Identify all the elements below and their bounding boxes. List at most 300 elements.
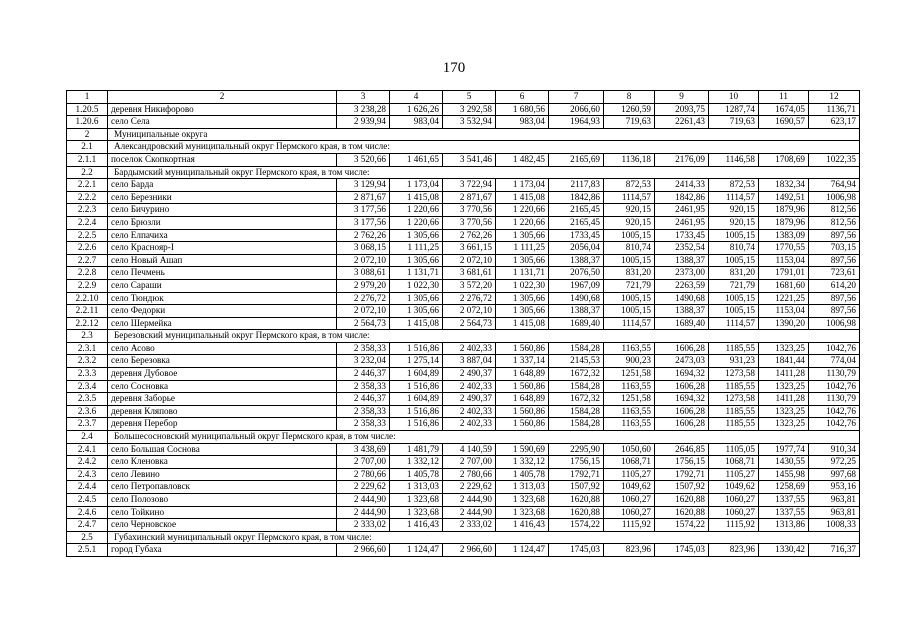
- value-cell: 1430,55: [759, 456, 809, 469]
- value-cell: 900,23: [604, 355, 655, 368]
- table-row: [67, 216, 860, 229]
- value-cell: 1337,55: [759, 506, 809, 519]
- value-cell: 1323,25: [759, 405, 809, 418]
- settlement-name: деревня Дубовое: [108, 368, 337, 381]
- value-cell: 3 438,69: [337, 443, 390, 456]
- value-cell: 1115,92: [709, 519, 759, 532]
- value-cell: 1105,27: [709, 468, 759, 481]
- value-cell: 1 516,86: [390, 418, 443, 431]
- value-cell: 1323,25: [759, 380, 809, 393]
- value-cell: 1185,55: [709, 342, 759, 355]
- value-cell: 1507,92: [655, 481, 709, 494]
- settlement-name: село Сараши: [108, 279, 337, 292]
- section-title: Муниципальные округа: [108, 128, 860, 141]
- value-cell: 1049,62: [709, 481, 759, 494]
- value-cell: 1 516,86: [390, 405, 443, 418]
- value-cell: 3 722,94: [443, 179, 496, 192]
- row-code: 2.4.5: [67, 494, 108, 507]
- value-cell: 2 072,10: [443, 254, 496, 267]
- value-cell: 920,15: [604, 216, 655, 229]
- table-row: [67, 380, 860, 393]
- settlement-name: село Шермейка: [108, 317, 337, 330]
- value-cell: 2 780,66: [443, 468, 496, 481]
- value-cell: 1689,40: [655, 317, 709, 330]
- header-cell: 11: [759, 91, 809, 104]
- value-cell: 963,81: [809, 506, 860, 519]
- value-cell: 897,56: [809, 229, 860, 242]
- settlement-name: село Черновское: [108, 519, 337, 532]
- value-cell: 1 305,66: [496, 292, 549, 305]
- row-code: 2.2.10: [67, 292, 108, 305]
- section-title: Бардымский муниципальный округ Пермского края, в том числе:: [108, 166, 860, 179]
- settlement-name: деревня Никифорово: [108, 103, 337, 116]
- table-row: [67, 468, 860, 481]
- value-cell: 3 532,94: [443, 116, 496, 129]
- value-cell: 1388,37: [655, 254, 709, 267]
- value-cell: 774,04: [809, 355, 860, 368]
- header-cell: 2: [108, 91, 337, 104]
- value-cell: 1756,15: [655, 456, 709, 469]
- value-cell: 1584,28: [549, 405, 604, 418]
- tariff-table: [66, 90, 860, 557]
- value-cell: 1 590,69: [496, 443, 549, 456]
- value-cell: 1 415,08: [496, 191, 549, 204]
- row-code: 2: [67, 128, 108, 141]
- settlement-name: село Кленовка: [108, 456, 337, 469]
- value-cell: 3 541,46: [443, 153, 496, 166]
- table-row: [67, 153, 860, 166]
- value-cell: 1606,28: [655, 342, 709, 355]
- value-cell: 1690,57: [759, 116, 809, 129]
- row-code: 2.3.2: [67, 355, 108, 368]
- value-cell: 2 333,02: [337, 519, 390, 532]
- value-cell: 1574,22: [549, 519, 604, 532]
- value-cell: 1 173,04: [496, 179, 549, 192]
- value-cell: 2 358,33: [337, 342, 390, 355]
- value-cell: 872,53: [604, 179, 655, 192]
- table-row: [67, 544, 860, 557]
- value-cell: 1114,57: [709, 317, 759, 330]
- value-cell: 1005,15: [709, 229, 759, 242]
- value-cell: 1 305,66: [390, 254, 443, 267]
- table-row: [67, 292, 860, 305]
- value-cell: 1105,05: [709, 443, 759, 456]
- value-cell: 2414,33: [655, 179, 709, 192]
- value-cell: 1492,51: [759, 191, 809, 204]
- value-cell: 2 966,60: [337, 544, 390, 557]
- value-cell: 1115,92: [604, 519, 655, 532]
- header-cell: 1: [67, 91, 108, 104]
- value-cell: 1 626,26: [390, 103, 443, 116]
- value-cell: 1842,86: [549, 191, 604, 204]
- value-cell: 1411,28: [759, 393, 809, 406]
- section-title: Березовский муниципальный округ Пермского края, в том числе:: [108, 330, 860, 343]
- value-cell: 3 177,56: [337, 216, 390, 229]
- value-cell: 1 416,43: [390, 519, 443, 532]
- value-cell: 2165,69: [549, 153, 604, 166]
- value-cell: 920,15: [709, 204, 759, 217]
- value-cell: 1258,69: [759, 481, 809, 494]
- value-cell: 1841,44: [759, 355, 809, 368]
- value-cell: 1 305,66: [390, 305, 443, 318]
- section-row: [67, 431, 860, 444]
- value-cell: 1050,60: [604, 443, 655, 456]
- header-cell: 3: [337, 91, 390, 104]
- value-cell: 2165,45: [549, 204, 604, 217]
- value-cell: 1 124,47: [390, 544, 443, 557]
- section-title: Большесосновский муниципальный округ Пермского края, в том числе:: [108, 431, 860, 444]
- header-cell: 7: [549, 91, 604, 104]
- value-cell: 1879,96: [759, 204, 809, 217]
- value-cell: 1 405,78: [496, 468, 549, 481]
- row-code: 2.2: [67, 166, 108, 179]
- value-cell: 1042,76: [809, 418, 860, 431]
- value-cell: 2 707,00: [337, 456, 390, 469]
- section-title: Губахинский муниципальный округ Пермского края, в том числе:: [108, 531, 860, 544]
- row-code: 2.4.7: [67, 519, 108, 532]
- value-cell: 1060,27: [604, 506, 655, 519]
- header-cell: 6: [496, 91, 549, 104]
- value-cell: 2461,95: [655, 216, 709, 229]
- value-cell: 1 415,08: [496, 317, 549, 330]
- value-cell: 1694,32: [655, 393, 709, 406]
- value-cell: 3 661,15: [443, 242, 496, 255]
- row-code: 2.3.1: [67, 342, 108, 355]
- value-cell: 1273,58: [709, 368, 759, 381]
- value-cell: 3 572,20: [443, 279, 496, 292]
- value-cell: 1060,27: [709, 494, 759, 507]
- settlement-name: село Федорки: [108, 305, 337, 318]
- value-cell: 931,23: [709, 355, 759, 368]
- value-cell: 2 564,73: [337, 317, 390, 330]
- value-cell: 1 323,68: [390, 506, 443, 519]
- row-code: 2.2.7: [67, 254, 108, 267]
- settlement-name: деревня Заборье: [108, 393, 337, 406]
- row-code: 2.4.1: [67, 443, 108, 456]
- value-cell: 1879,96: [759, 216, 809, 229]
- value-cell: 3 887,04: [443, 355, 496, 368]
- settlement-name: село Сосновка: [108, 380, 337, 393]
- header-cell: 4: [390, 91, 443, 104]
- value-cell: 1042,76: [809, 405, 860, 418]
- settlement-name: село Елпачиха: [108, 229, 337, 242]
- row-code: 1.20.5: [67, 103, 108, 116]
- value-cell: 812,56: [809, 216, 860, 229]
- table-row: [67, 405, 860, 418]
- settlement-name: село Полозово: [108, 494, 337, 507]
- value-cell: 2 444,90: [337, 506, 390, 519]
- section-row: [67, 330, 860, 343]
- value-cell: 1 415,08: [390, 191, 443, 204]
- value-cell: 1 482,45: [496, 153, 549, 166]
- value-cell: 2 229,62: [337, 481, 390, 494]
- table-row: [67, 418, 860, 431]
- value-cell: 1136,71: [809, 103, 860, 116]
- value-cell: 1 560,86: [496, 342, 549, 355]
- value-cell: 2 871,67: [337, 191, 390, 204]
- value-cell: 716,37: [809, 544, 860, 557]
- table-row: [67, 342, 860, 355]
- value-cell: 1146,58: [709, 153, 759, 166]
- value-cell: 1163,55: [604, 405, 655, 418]
- value-cell: 1977,74: [759, 443, 809, 456]
- value-cell: 963,81: [809, 494, 860, 507]
- header-cell: 10: [709, 91, 759, 104]
- settlement-name: село Тойкино: [108, 506, 337, 519]
- row-code: 2.3.6: [67, 405, 108, 418]
- value-cell: 1 405,78: [390, 468, 443, 481]
- value-cell: 2295,90: [549, 443, 604, 456]
- value-cell: 1 415,08: [390, 317, 443, 330]
- settlement-name: село Брюзли: [108, 216, 337, 229]
- value-cell: 703,15: [809, 242, 860, 255]
- value-cell: 1105,27: [604, 468, 655, 481]
- row-code: 2.4: [67, 431, 108, 444]
- value-cell: 1620,88: [655, 494, 709, 507]
- table-row: [67, 267, 860, 280]
- value-cell: 3 770,56: [443, 216, 496, 229]
- value-cell: 2093,75: [655, 103, 709, 116]
- header-cell: 8: [604, 91, 655, 104]
- value-cell: 1 323,68: [496, 494, 549, 507]
- value-cell: 1574,22: [655, 519, 709, 532]
- value-cell: 2 402,33: [443, 405, 496, 418]
- value-cell: 3 520,66: [337, 153, 390, 166]
- value-cell: 1068,71: [604, 456, 655, 469]
- value-cell: 1792,71: [549, 468, 604, 481]
- value-cell: 1006,98: [809, 317, 860, 330]
- value-cell: 1153,04: [759, 305, 809, 318]
- value-cell: 1 022,30: [390, 279, 443, 292]
- value-cell: 2 490,37: [443, 393, 496, 406]
- table-row: [67, 519, 860, 532]
- settlement-name: поселок Скопкортная: [108, 153, 337, 166]
- value-cell: 1733,45: [549, 229, 604, 242]
- value-cell: 1 648,89: [496, 393, 549, 406]
- value-cell: 3 232,04: [337, 355, 390, 368]
- value-cell: 1 680,56: [496, 103, 549, 116]
- value-cell: 1221,25: [759, 292, 809, 305]
- value-cell: 3 129,94: [337, 179, 390, 192]
- value-cell: 2117,83: [549, 179, 604, 192]
- value-cell: 1842,86: [655, 191, 709, 204]
- value-cell: 1153,04: [759, 254, 809, 267]
- value-cell: 1185,55: [709, 418, 759, 431]
- value-cell: 1042,76: [809, 380, 860, 393]
- section-row: [67, 166, 860, 179]
- settlement-name: село Березники: [108, 191, 337, 204]
- value-cell: 1620,88: [549, 506, 604, 519]
- value-cell: 1 220,66: [390, 216, 443, 229]
- value-cell: 1 313,03: [390, 481, 443, 494]
- table-row: [67, 481, 860, 494]
- table-row: [67, 368, 860, 381]
- value-cell: 1185,55: [709, 380, 759, 393]
- value-cell: 723,61: [809, 267, 860, 280]
- value-cell: 3 238,28: [337, 103, 390, 116]
- value-cell: 1390,20: [759, 317, 809, 330]
- value-cell: 920,15: [709, 216, 759, 229]
- value-cell: 1330,42: [759, 544, 809, 557]
- value-cell: 2373,00: [655, 267, 709, 280]
- table-row: [67, 204, 860, 217]
- row-code: 2.2.4: [67, 216, 108, 229]
- value-cell: 1273,58: [709, 393, 759, 406]
- value-cell: 823,96: [604, 544, 655, 557]
- settlement-name: село Села: [108, 116, 337, 129]
- row-code: 2.2.11: [67, 305, 108, 318]
- table-row: [67, 355, 860, 368]
- value-cell: 1042,76: [809, 342, 860, 355]
- value-cell: 910,34: [809, 443, 860, 456]
- row-code: 2.5: [67, 531, 108, 544]
- value-cell: 1163,55: [604, 342, 655, 355]
- value-cell: 1791,01: [759, 267, 809, 280]
- table-row: [67, 494, 860, 507]
- value-cell: 2056,04: [549, 242, 604, 255]
- value-cell: 1967,09: [549, 279, 604, 292]
- value-cell: 2 276,72: [443, 292, 496, 305]
- value-cell: 1005,15: [604, 254, 655, 267]
- value-cell: 1163,55: [604, 418, 655, 431]
- value-cell: 1620,88: [549, 494, 604, 507]
- value-cell: 1388,37: [655, 305, 709, 318]
- value-cell: 1 323,68: [390, 494, 443, 507]
- value-cell: 2176,09: [655, 153, 709, 166]
- value-cell: 2263,59: [655, 279, 709, 292]
- value-cell: 721,79: [709, 279, 759, 292]
- value-cell: 1114,57: [709, 191, 759, 204]
- header-cell: 9: [655, 91, 709, 104]
- value-cell: 1 275,14: [390, 355, 443, 368]
- value-cell: 1323,25: [759, 418, 809, 431]
- row-code: 1.20.6: [67, 116, 108, 129]
- value-cell: 2 402,33: [443, 342, 496, 355]
- settlement-name: село Новый Ашап: [108, 254, 337, 267]
- row-code: 2.5.1: [67, 544, 108, 557]
- value-cell: 1606,28: [655, 405, 709, 418]
- value-cell: 1 131,71: [496, 267, 549, 280]
- value-cell: 719,63: [604, 116, 655, 129]
- value-cell: 1 305,66: [496, 305, 549, 318]
- value-cell: 3 068,15: [337, 242, 390, 255]
- value-cell: 1756,15: [549, 456, 604, 469]
- value-cell: 1672,32: [549, 393, 604, 406]
- value-cell: 1708,69: [759, 153, 809, 166]
- value-cell: 2 939,94: [337, 116, 390, 129]
- value-cell: 2 072,10: [443, 305, 496, 318]
- settlement-name: село Печмень: [108, 267, 337, 280]
- value-cell: 2 402,33: [443, 380, 496, 393]
- value-cell: 1005,15: [604, 229, 655, 242]
- value-cell: 897,56: [809, 254, 860, 267]
- value-cell: 1 461,65: [390, 153, 443, 166]
- row-code: 2.3.4: [67, 380, 108, 393]
- value-cell: 1490,68: [549, 292, 604, 305]
- header-row: [67, 91, 860, 104]
- settlement-name: село Асово: [108, 342, 337, 355]
- value-cell: 2 072,10: [337, 254, 390, 267]
- value-cell: 872,53: [709, 179, 759, 192]
- value-cell: 1620,88: [655, 506, 709, 519]
- value-cell: 983,04: [390, 116, 443, 129]
- value-cell: 764,94: [809, 179, 860, 192]
- row-code: 2.2.8: [67, 267, 108, 280]
- section-row: [67, 141, 860, 154]
- value-cell: 1 481,79: [390, 443, 443, 456]
- value-cell: 1005,15: [709, 305, 759, 318]
- row-code: 2.2.1: [67, 179, 108, 192]
- value-cell: 1 560,86: [496, 418, 549, 431]
- value-cell: 2461,95: [655, 204, 709, 217]
- value-cell: 719,63: [709, 116, 759, 129]
- value-cell: 1 648,89: [496, 368, 549, 381]
- value-cell: 1060,27: [709, 506, 759, 519]
- value-cell: 2 762,26: [337, 229, 390, 242]
- section-row: [67, 531, 860, 544]
- table-row: [67, 191, 860, 204]
- value-cell: 1584,28: [549, 342, 604, 355]
- table-row: [67, 116, 860, 129]
- value-cell: 1490,68: [655, 292, 709, 305]
- value-cell: 1005,15: [604, 292, 655, 305]
- value-cell: 1388,37: [549, 254, 604, 267]
- value-cell: 1 416,43: [496, 519, 549, 532]
- value-cell: 3 177,56: [337, 204, 390, 217]
- table-row: [67, 393, 860, 406]
- value-cell: 1049,62: [604, 481, 655, 494]
- value-cell: 1507,92: [549, 481, 604, 494]
- value-cell: 1584,28: [549, 380, 604, 393]
- value-cell: 1 332,12: [496, 456, 549, 469]
- value-cell: 1005,15: [709, 254, 759, 267]
- value-cell: 1694,32: [655, 368, 709, 381]
- settlement-name: деревня Кляпово: [108, 405, 337, 418]
- value-cell: 1 313,03: [496, 481, 549, 494]
- value-cell: 2 444,90: [443, 494, 496, 507]
- value-cell: 810,74: [604, 242, 655, 255]
- row-code: 2.2.6: [67, 242, 108, 255]
- value-cell: 1337,55: [759, 494, 809, 507]
- value-cell: 2 446,37: [337, 368, 390, 381]
- value-cell: 1674,05: [759, 103, 809, 116]
- value-cell: 1 323,68: [496, 506, 549, 519]
- value-cell: 1 131,71: [390, 267, 443, 280]
- value-cell: 2165,45: [549, 216, 604, 229]
- row-code: 2.4.2: [67, 456, 108, 469]
- value-cell: 2 276,72: [337, 292, 390, 305]
- value-cell: 1 305,66: [390, 292, 443, 305]
- value-cell: 2076,50: [549, 267, 604, 280]
- table-body: [67, 91, 860, 557]
- value-cell: 1 332,12: [390, 456, 443, 469]
- settlement-name: село Краснояр-I: [108, 242, 337, 255]
- value-cell: 2145,53: [549, 355, 604, 368]
- value-cell: 2066,60: [549, 103, 604, 116]
- value-cell: 2 402,33: [443, 418, 496, 431]
- value-cell: 1584,28: [549, 418, 604, 431]
- value-cell: 1832,34: [759, 179, 809, 192]
- row-code: 2.3: [67, 330, 108, 343]
- value-cell: 1 022,30: [496, 279, 549, 292]
- value-cell: 1114,57: [604, 191, 655, 204]
- value-cell: 983,04: [496, 116, 549, 129]
- header-cell: 12: [809, 91, 860, 104]
- row-code: 2.4.4: [67, 481, 108, 494]
- row-code: 2.2.2: [67, 191, 108, 204]
- value-cell: 1022,35: [809, 153, 860, 166]
- value-cell: 3 681,61: [443, 267, 496, 280]
